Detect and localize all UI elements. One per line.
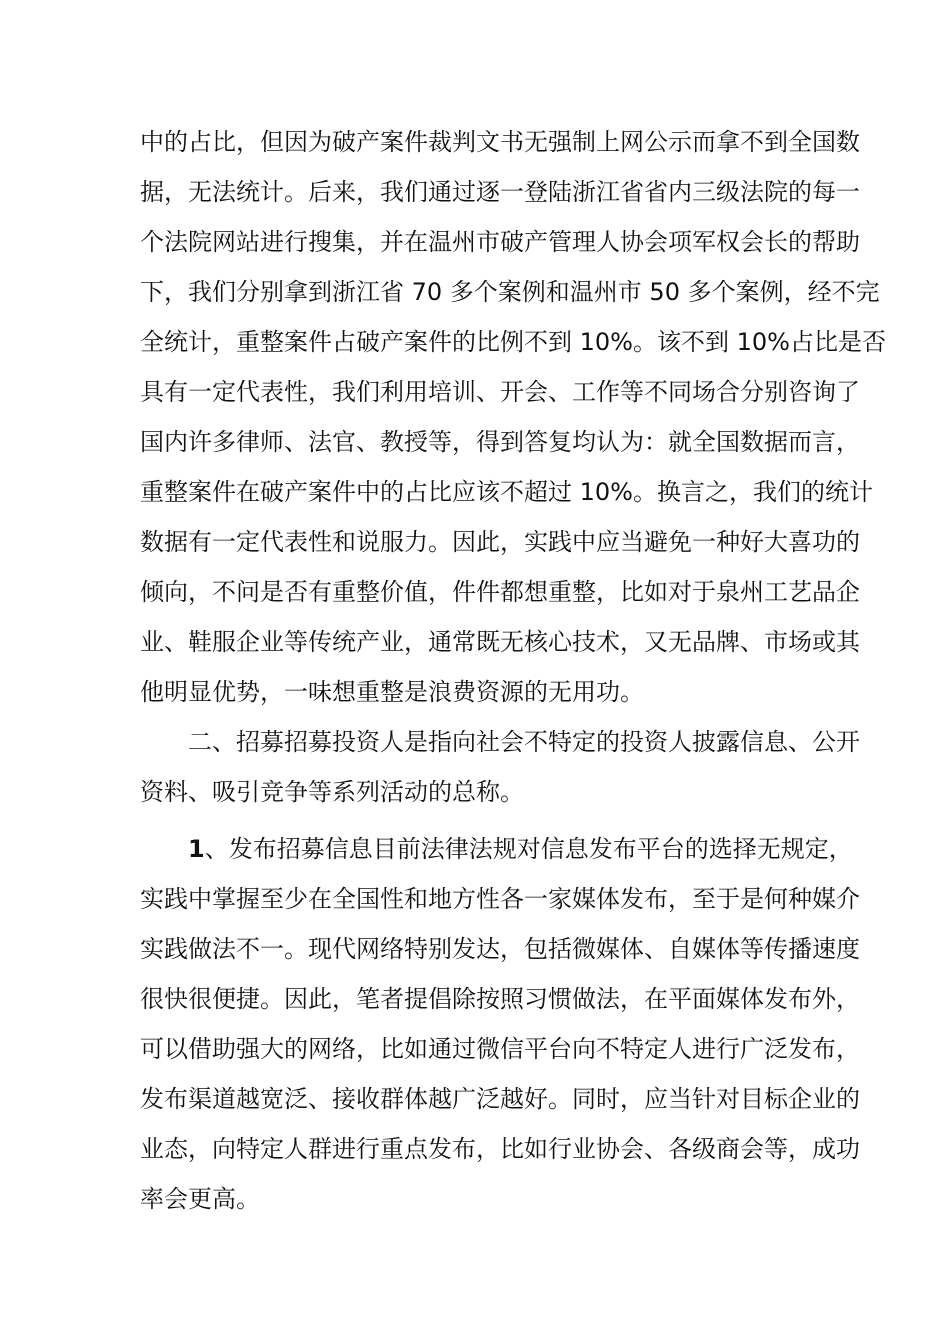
text-line: 业态，向特定人群进行重点发布，比如行业协会、各级商会等，成功 [140, 1135, 860, 1163]
text-line: 实践中掌握至少在全国性和地方性各一家媒体发布，至于是何种媒介 [140, 885, 860, 913]
text-line: 资料、吸引竞争等系列活动的总称。 [140, 778, 524, 806]
text-line: 率会更高。 [140, 1185, 260, 1213]
text-span: 、发布招募信息目前法律法规对信息发布平台的选择无规定， [204, 835, 853, 863]
text-line: 据，无法统计。后来，我们通过逐一登陆浙江省省内三级法院的每一 [140, 178, 860, 206]
text-line: 具有一定代表性，我们利用培训、开会、工作等不同场合分别咨询了 [140, 378, 860, 406]
text-line: 可以借助强大的网络，比如通过微信平台向不特定人进行广泛发布， [140, 1035, 860, 1063]
text-line: 他明显优势，一味想重整是浪费资源的无用功。 [140, 678, 644, 706]
text-line: 很快很便捷。因此，笔者提倡除按照习惯做法，在平面媒体发布外， [140, 985, 860, 1013]
text-line: 二、招募招募投资人是指向社会不特定的投资人披露信息、公开 [188, 728, 860, 756]
text-line: 业、鞋服企业等传统产业，通常既无核心技术，又无品牌、市场或其 [140, 628, 860, 656]
text-line: 个法院网站进行搜集，并在温州市破产管理人协会项军权会长的帮助 [140, 228, 860, 256]
text-line: 重整案件在破产案件中的占比应该不超过 10%。换言之，我们的统计 [140, 478, 873, 506]
text-line: 中的占比，但因为破产案件裁判文书无强制上网公示而拿不到全国数 [140, 128, 860, 156]
text-line: 数据有一定代表性和说服力。因此，实践中应当避免一种好大喜功的 [140, 528, 860, 556]
text-line: 全统计，重整案件占破产案件的比例不到 10%。该不到 10%占比是否 [140, 328, 886, 356]
text-line: 实践做法不一。现代网络特别发达，包括微媒体、自媒体等传播速度 [140, 935, 860, 963]
text-line: 倾向，不问是否有重整价值，件件都想重整，比如对于泉州工艺品企 [140, 578, 860, 606]
text-line: 下，我们分别拿到浙江省 70 多个案例和温州市 50 多个案例，经不完 [140, 278, 880, 306]
text-line: 国内许多律师、法官、教授等，得到答复均认为：就全国数据而言， [140, 428, 860, 456]
text-line [188, 832, 853, 866]
item-number: 1 [188, 835, 205, 863]
text-line: 发布渠道越宽泛、接收群体越广泛越好。同时，应当针对目标企业的 [140, 1085, 860, 1113]
